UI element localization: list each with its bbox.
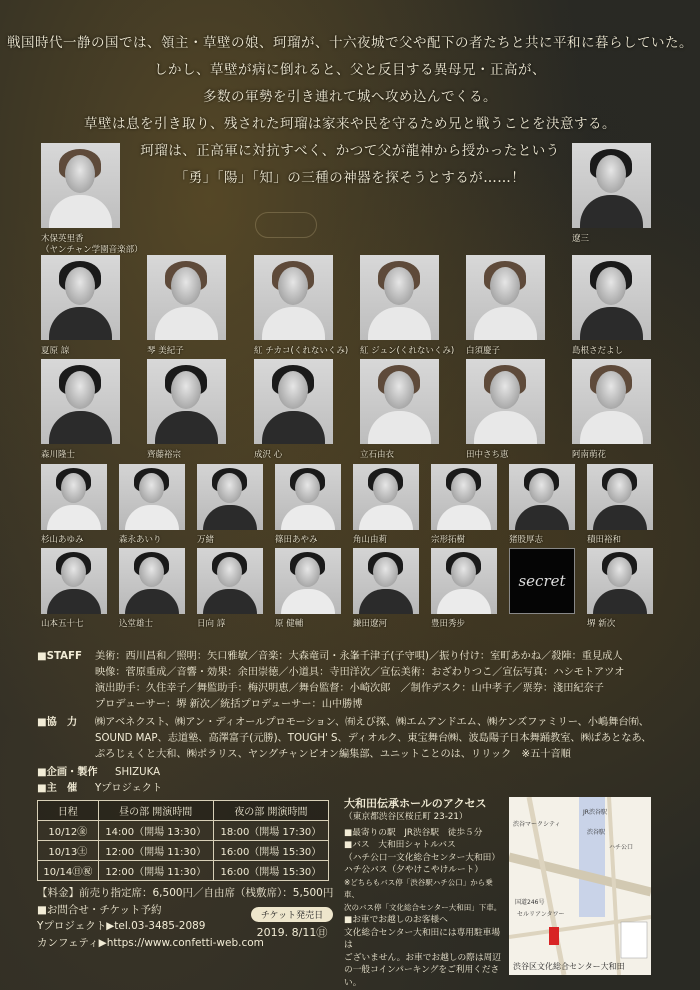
cast-photo — [41, 548, 107, 614]
cooperation-text: ㈱アベネクスト、㈱アン・ディオールプロモーション、㈲えび探、㈱エムアンドエム、㈱ケンズファミリー、小嶋舞台㈲、 SOUND MAP、志道塾、高澤富子(元勝)、TOUGH' S、ディオルク、東宝舞台㈱、波島陽子日本舞踊教室、㈱ぱあとなあ、 ぷろじぇくと大和、㈱ポラリス、ヤングチャンピオン編集部、ユニットことのは、リリック ※五十音順 — [95, 717, 652, 760]
cast-name: 琴 美紀子 — [147, 346, 184, 356]
schedule-header: 昼の部 開演時間 — [98, 801, 213, 821]
cast-photo — [572, 359, 651, 444]
map-label: ハチ公口 — [609, 844, 634, 851]
cast-photo — [572, 255, 651, 340]
synopsis-line: 「勇」「陽」「知」の三種の神器を探そうとするが……！ — [174, 170, 526, 186]
contact-tel[interactable]: Yプロジェクト▶tel.03-3485-2089 — [37, 920, 206, 932]
map-label: 渋谷駅 — [587, 829, 606, 836]
synopsis-line: 多数の軍勢を引き連れて城へ攻め込んでくる。 — [203, 89, 497, 105]
cooperation-label: ■協 力 — [37, 717, 78, 728]
cast-photo — [119, 464, 185, 530]
ticket-release-date: 2019. 8/11㊐ — [256, 926, 328, 939]
contact-web-link[interactable]: カンフェティ▶https://www.confetti-web.com — [37, 937, 264, 949]
organizer-credits — [37, 781, 677, 797]
schedule-table — [37, 800, 329, 881]
cast-name: 鎌田遼河 — [353, 619, 388, 629]
cast-name: 紅 チカコ(くれないくみ) — [254, 346, 349, 356]
map-label: セルリアンタワー — [517, 911, 565, 918]
schedule-row — [38, 821, 329, 841]
access-line: 文化総合センター大和田には専用駐車場は — [344, 927, 501, 950]
access-line: ■お車でお越しのお客様へ — [344, 915, 448, 925]
planning-credits — [37, 765, 677, 781]
cast-name: 原 健輔 — [275, 619, 304, 629]
synopsis-line: 戦国時代一静の国では、領主・草壁の娘、珂瑠が、十六夜城で父や配下の者たちと共に平和に暮らしていた。 — [7, 35, 693, 51]
access-line: 次のバス停「文化総合センター大和田」下車。 — [344, 902, 502, 912]
access-address: （東京都渋谷区桜丘町 23-21） — [344, 812, 468, 822]
cast-photo — [147, 255, 226, 340]
cast-name: 木保英里香 — [41, 234, 84, 244]
cast-name: 万緒 — [197, 535, 215, 545]
schedule-cell: 12:00（開場 11:30） — [98, 861, 213, 881]
cast-photo — [41, 255, 120, 340]
cast-photo — [587, 464, 653, 530]
credits — [37, 649, 677, 797]
access-line: ございません。お車でお越しの際は周辺 — [344, 952, 501, 963]
ticket-release-badge — [251, 907, 333, 940]
contact-title: ■お問合せ・チケット予約 — [37, 904, 162, 916]
staff-text: 美術：西川昌和／照明：矢口雅敏／音楽：大森竜司・永峯千津子(子守唄)／振り付け：室町あかね／殺陣：重見成人 映像：菅原重成／音響・効果：余田崇徳／小道具：寺田洋次／宣伝美術：おざわりつこ／宣伝写真：ハシモトアツオ 演出助手：久住幸子／舞監助手：梅沢明恵／舞台監督：小崎次郎 ／制作デスク：山中孝子／票券：淺田紀奈子 プロデューサー：堺 新次／統括プロデューサー：山中勝博 — [95, 651, 625, 710]
access-line: の一般コインパーキングをご利用ください。 — [344, 965, 500, 988]
access-line: ■最寄りの駅 JR渋谷駅 徒歩５分 — [344, 827, 483, 838]
schedule-row — [38, 861, 329, 881]
cast-name: 阿南萌花 — [572, 450, 607, 460]
cast-photo — [431, 464, 497, 530]
cast-photo — [466, 359, 545, 444]
cast-name: 堺 新次 — [587, 619, 616, 629]
cast-photo — [197, 548, 263, 614]
cast-name: 積田裕和 — [587, 535, 622, 545]
cast-name: 篠田あやみ — [275, 535, 318, 545]
cast-name: 山本五十七 — [41, 619, 84, 629]
cast-name: 遼三 — [572, 234, 590, 244]
cast-photo — [197, 464, 263, 530]
cast-name: 立石由衣 — [360, 450, 395, 460]
planning-text: SHIZUKA — [115, 767, 161, 778]
cast-photo — [353, 464, 419, 530]
schedule-cell: 14:00（開場 13:30） — [98, 821, 213, 841]
cast-name: 込堂雄士 — [119, 619, 154, 629]
schedule-cell: 12:00（開場 11:30） — [98, 841, 213, 861]
access-info — [344, 797, 504, 989]
access-line: （ハチ公口一文化総合センター大和田） — [344, 852, 501, 863]
access-line: ※どちらもバス停「渋谷駅ハチ公口」から乗車、 — [344, 877, 493, 899]
emblem-mark — [255, 212, 317, 238]
cast-name: 豊田秀步 — [431, 619, 466, 629]
cast-photo — [431, 548, 497, 614]
cast-note: （ヤンチャン学園音楽部） — [41, 245, 143, 255]
map-caption: 渋谷区文化総合センター大和田 — [513, 962, 625, 971]
cast-name: 田中さち恵 — [466, 450, 509, 460]
cast-photo — [275, 464, 341, 530]
map-label: JR渋谷駅 — [583, 809, 607, 816]
planning-label: ■企画・製作 — [37, 767, 98, 778]
access-title: 大和田伝承ホールのアクセス — [344, 797, 487, 810]
schedule-cell: 16:00（開場 15:30） — [213, 841, 328, 861]
ticket-release-label: チケット発売日 — [251, 907, 333, 922]
organizer-label: ■主 催 — [37, 783, 78, 794]
organizer-text: Yプロジェクト — [95, 783, 163, 794]
cast-name: 島根さだよし — [572, 346, 624, 356]
cast-name: 白須慶子 — [466, 346, 501, 356]
synopsis-line: しかし、草壁が病に倒れると、父と反目する異母兄・正高が、 — [154, 62, 546, 78]
cast-name: 齊藤裕宗 — [147, 450, 182, 460]
schedule-header-row — [38, 801, 329, 821]
cast-photo — [353, 548, 419, 614]
cast-photo — [572, 143, 651, 228]
cast-name: 森川隆士 — [41, 450, 76, 460]
cast-photo — [466, 255, 545, 340]
schedule-cell: 10/13㊏ — [38, 841, 99, 861]
cast-photo — [254, 359, 333, 444]
ticket-price: 【料金】前売り指定席：6,500円／自由席（桟敷席）：5,500円 — [37, 887, 334, 899]
cast-name: 日向 諄 — [197, 619, 226, 629]
schedule-row — [38, 841, 329, 861]
schedule-header: 日程 — [38, 801, 99, 821]
cast-photo — [360, 359, 439, 444]
staff-label: ■STAFF — [37, 651, 82, 662]
cast-name: 猪股厚志 — [509, 535, 544, 545]
secret-cast-box: secret — [509, 548, 575, 614]
cast-photo — [587, 548, 653, 614]
cooperation-credits — [37, 715, 677, 763]
cast-name: 宗形拓樹 — [431, 535, 466, 545]
synopsis-line: 珂瑠は、正高軍に対抗すべく、かつて父が龍神から授かったという — [140, 143, 560, 159]
cast-photo — [360, 255, 439, 340]
schedule-header: 夜の部 開演時間 — [213, 801, 328, 821]
cast-name: 成沢 心 — [254, 450, 283, 460]
cast-photo — [509, 464, 575, 530]
staff-credits — [37, 649, 677, 713]
cast-name: 紅 ジュン(くれないくみ) — [360, 346, 455, 356]
access-line: ハチ公バス（夕やけこやけルート） — [344, 865, 483, 875]
schedule-cell: 16:00（開場 15:30） — [213, 861, 328, 881]
schedule-cell: 10/14㊐㊗ — [38, 861, 99, 881]
cast-photo — [147, 359, 226, 444]
cast-photo — [41, 464, 107, 530]
cast-photo — [275, 548, 341, 614]
cast-name: 森永あいり — [119, 535, 162, 545]
access-line: ■バス 大和田シャトルバス — [344, 840, 456, 850]
access-map — [509, 797, 651, 975]
schedule-cell: 18:00（開場 17:30） — [213, 821, 328, 841]
cast-name: 夏原 諒 — [41, 346, 70, 356]
cast-photo — [41, 143, 120, 228]
schedule-cell: 10/12㊎ — [38, 821, 99, 841]
map-label: 渋谷マークシティ — [513, 821, 561, 828]
map-label: 国道246号 — [515, 899, 545, 906]
synopsis-line: 草壁は息を引き取り、残された珂瑠は家来や民を守るため兄と戦うことを決意する。 — [84, 116, 616, 132]
cast-photo — [254, 255, 333, 340]
cast-name: 角山由莉 — [353, 535, 388, 545]
cast-photo — [41, 359, 120, 444]
cast-name: 杉山あゆみ — [41, 535, 84, 545]
cast-photo — [119, 548, 185, 614]
